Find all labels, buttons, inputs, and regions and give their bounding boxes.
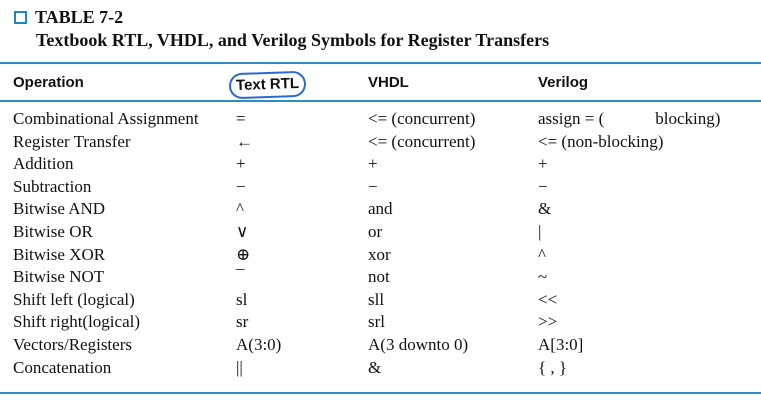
cell-operation: Concatenation xyxy=(13,357,112,377)
cell-operation: Addition xyxy=(13,154,74,174)
cell-operation: Vectors/Registers xyxy=(13,334,132,354)
cell-rtl: A(3:0) xyxy=(236,334,282,354)
cell-operation: Combinational Assignment xyxy=(13,109,199,128)
table-row xyxy=(0,311,761,334)
table-row xyxy=(0,334,761,357)
table-header-row xyxy=(0,72,761,96)
cell-verilog: { , } xyxy=(538,357,568,377)
cell-verilog: ^ xyxy=(538,244,546,264)
cell-rtl: sr xyxy=(236,312,249,332)
cell-vhdl: <= (concurrent) xyxy=(368,109,476,128)
cell-operation: Bitwise XOR xyxy=(13,244,106,264)
cell-vhdl: <= (concurrent) xyxy=(368,131,476,151)
cell-rtl: sl xyxy=(236,289,248,309)
cell-verilog: A[3:0] xyxy=(538,334,584,354)
cell-vhdl: xor xyxy=(368,244,391,264)
cell-verilog: >> xyxy=(538,312,558,332)
header-text-rtl xyxy=(236,72,306,98)
table-row xyxy=(0,357,761,380)
table-row xyxy=(0,108,761,131)
cell-operation: Shift left (logical) xyxy=(13,289,135,309)
table-row xyxy=(0,244,761,267)
cell-vhdl: or xyxy=(368,221,383,241)
cell-rtl: + xyxy=(236,154,246,174)
cell-vhdl: + xyxy=(368,154,378,174)
cell-vhdl: srl xyxy=(368,312,385,332)
table-row xyxy=(0,198,761,221)
table-row xyxy=(0,266,761,289)
cell-vhdl: sll xyxy=(368,289,385,309)
cell-verilog: & xyxy=(538,199,552,219)
cell-vhdl: & xyxy=(368,357,382,377)
title-row xyxy=(14,6,754,28)
cell-verilog: assign = ( blocking) xyxy=(538,109,721,128)
cell-operation: Register Transfer xyxy=(13,131,131,151)
cell-rtl: ¯ xyxy=(236,267,245,287)
cell-verilog: | xyxy=(538,221,542,241)
cell-operation: Bitwise NOT xyxy=(13,267,105,287)
header-rule xyxy=(0,100,761,102)
cell-rtl: ∨ xyxy=(236,221,249,241)
cell-rtl: || xyxy=(236,357,243,377)
table-number: TABLE 7-2 xyxy=(35,7,124,27)
table-row xyxy=(0,289,761,312)
cell-operation: Shift right(logical) xyxy=(13,312,141,332)
table-row xyxy=(0,131,761,154)
cell-rtl: ⊕ xyxy=(236,244,251,264)
header-vhdl: VHDL xyxy=(368,74,409,91)
cell-verilog: << xyxy=(538,289,558,309)
header-operation: Operation xyxy=(13,74,84,91)
cell-rtl: − xyxy=(236,176,246,196)
header-verilog: Verilog xyxy=(538,74,589,91)
cell-verilog: + xyxy=(538,154,548,174)
cell-operation: Bitwise OR xyxy=(13,221,93,241)
table-row xyxy=(0,221,761,244)
cell-operation: Bitwise AND xyxy=(13,199,106,219)
cell-vhdl: and xyxy=(368,199,393,219)
table-row xyxy=(0,176,761,199)
cell-verilog: ~ xyxy=(538,267,548,287)
bottom-rule xyxy=(0,392,761,394)
cell-operation: Subtraction xyxy=(13,176,92,196)
table-caption: Textbook RTL, VHDL, and Verilog Symbols for Register Transfers xyxy=(36,30,550,50)
cell-rtl: ← xyxy=(236,131,253,151)
cell-rtl: = xyxy=(236,109,246,128)
cell-vhdl: A(3 downto 0) xyxy=(368,334,469,354)
table-body xyxy=(0,108,761,379)
cell-rtl: ^ xyxy=(236,199,244,219)
hollow-square-icon xyxy=(14,11,27,24)
table-row xyxy=(0,153,761,176)
cell-vhdl: not xyxy=(368,267,390,287)
top-rule xyxy=(0,62,761,64)
cell-vhdl: − xyxy=(368,176,378,196)
table-title xyxy=(14,6,754,51)
header-text-rtl-label: Text RTL xyxy=(229,71,307,100)
cell-verilog: <= (non-blocking) xyxy=(538,131,664,151)
cell-verilog: − xyxy=(538,176,548,196)
